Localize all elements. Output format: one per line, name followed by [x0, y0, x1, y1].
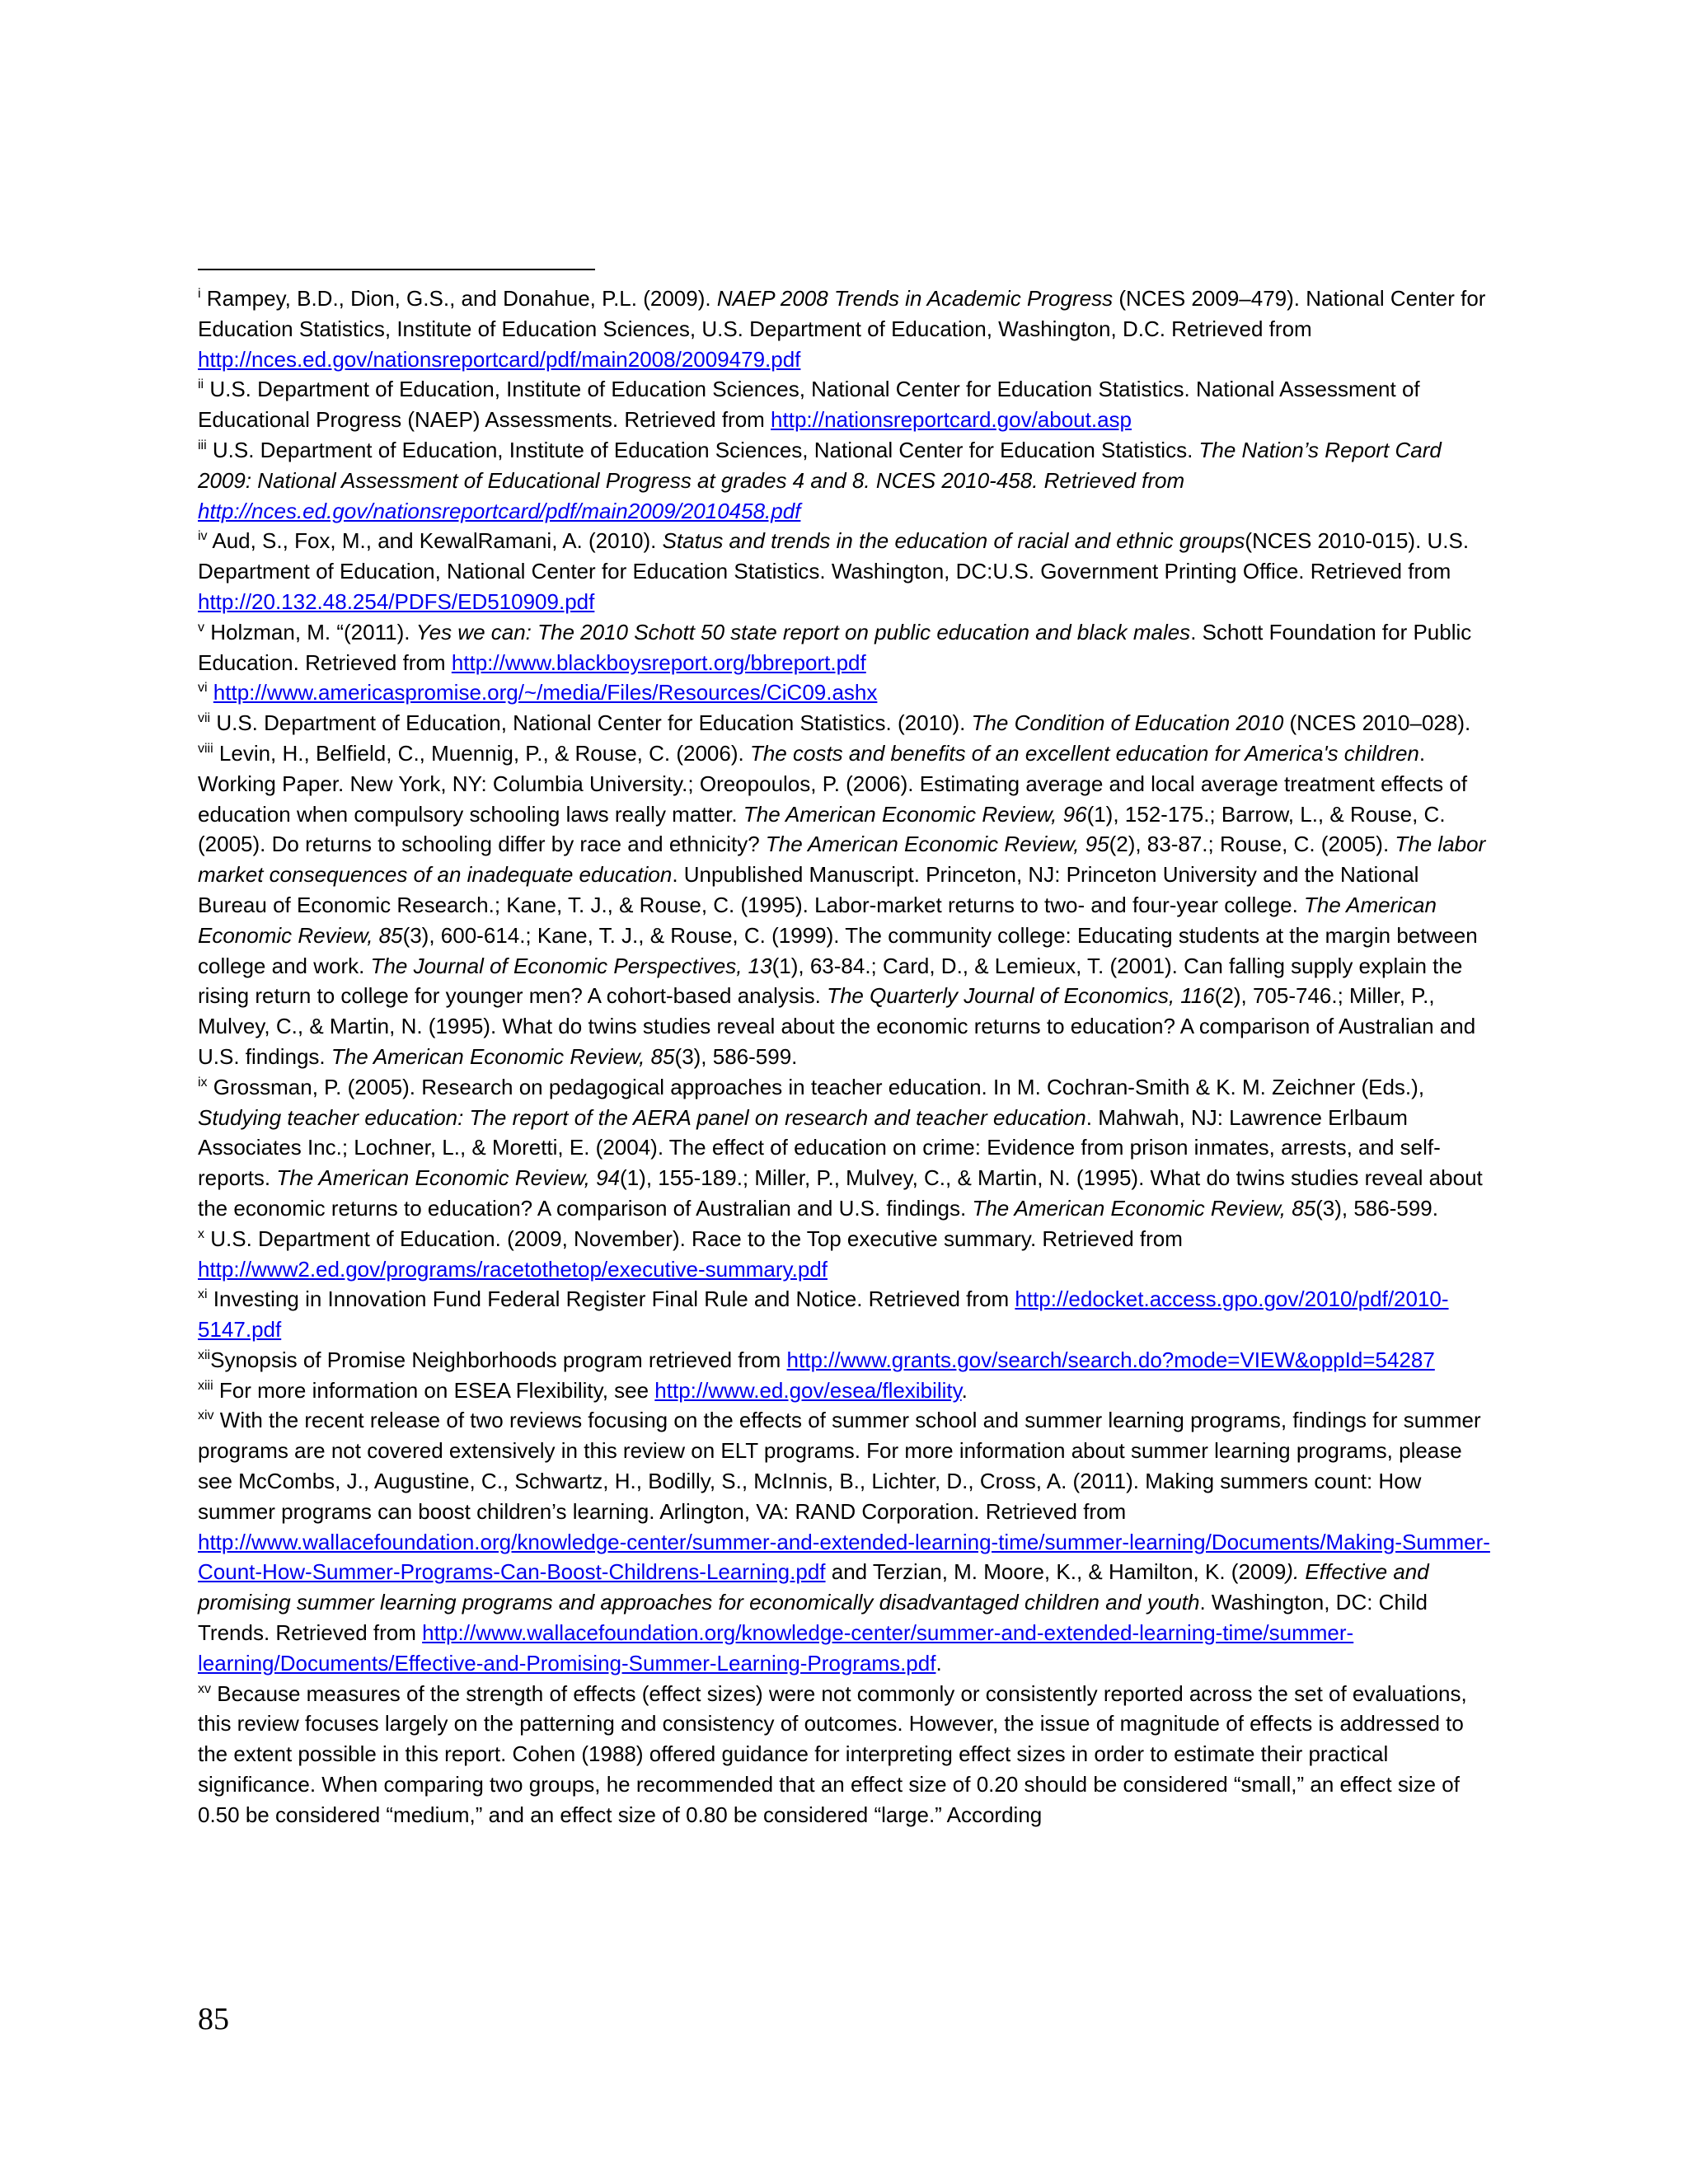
footnote	[198, 1072, 1493, 1224]
footnote-marker: xiv	[198, 1408, 214, 1423]
footnote	[198, 1345, 1493, 1376]
reference-link[interactable]: http://www.ed.gov/esea/flexibility	[654, 1377, 962, 1403]
footnote-text: Because measures of the strength of effects (effect sizes) were not commonly or consistently reported across the set of evaluations, this review focuses largely on the patterning and consistency of outcomes. However, the issue of magnitude of effects is addressed to the extent possible in this report. Cohen (1988) offered guidance for interpreting effect sizes in order to estimate their practical significance. When comparing two groups, he recommended that an effect size of 0.20 should be considered “small,” an effect size of 0.50 be considered “medium,” and an effect size of 0.80 be considered “large.” According	[198, 1680, 1467, 1827]
footnote-marker: xi	[198, 1287, 208, 1302]
footnote	[198, 617, 1493, 678]
footnote-marker: v	[198, 620, 204, 635]
footnote-text: .	[935, 1650, 942, 1675]
footnote-marker: x	[198, 1226, 204, 1241]
footnote-text: U.S. Department of Education, Institute of Education Sciences, National Center for Education Statistics. National Assessment of Educational Progress (NAEP) Assessments. Retrieved from	[198, 377, 1420, 433]
footnote-text: Investing in Innovation Fund Federal Register Final Rule and Notice. Retrieved from	[207, 1286, 1015, 1312]
italic-title: The Journal of Economic Perspectives, 13	[370, 953, 772, 978]
italic-title: The American Economic Review, 85	[331, 1043, 675, 1069]
footnote-text: U.S. Department of Education. (2009, November). Race to the Top executive summary. Retrieved from	[204, 1226, 1183, 1251]
reference-link[interactable]: http://edocket.access.gpo.gov/2010/pdf/2010-5147.pdf	[198, 1286, 1449, 1343]
italic-title: The American Economic Review, 95	[765, 832, 1109, 857]
footnote	[198, 435, 1493, 526]
footnote	[198, 1405, 1493, 1678]
footnote-text: (NCES 2009–479). National Center for Education Statistics, Institute of Education Sciences, U.S. Department of Education, Washington, D.C. Retrieved from	[198, 286, 1486, 341]
italic-title: The Nation’s Report Card 2009: National Assessment of Educational Progress at grades 4 and 8. NCES 2010-458. Retrieved from	[198, 437, 1442, 493]
footnote-text: and Terzian, M. Moore, K., & Hamilton, K. (2009	[825, 1559, 1287, 1585]
footnote	[198, 708, 1493, 738]
footnote	[198, 1679, 1493, 1830]
footnote-text: (NCES 2010–028).	[1283, 710, 1471, 736]
italic-title: The American Economic Review, 96	[743, 801, 1087, 827]
footnote-text: Levin, H., Belfield, C., Muennig, P., & Rouse, C. (2006).	[213, 740, 750, 766]
footnote-text: With the recent release of two reviews focusing on the effects of summer school and summer learning programs, findings for summer programs are not covered extensively in this review on ELT programs. For more information about summer learning programs, please see McCombs, J., Augustine, C., Schwartz, H., Bodilly, S., McInnis, B., Lichter, D., Cross, A. (2011). Making summers count: How summer programs can boost children’s learning. Arlington, VA: RAND Corporation. Retrieved from	[198, 1408, 1481, 1524]
footnote-text: (3), 600-614.; Kane, T. J., & Rouse, C. (1999). The community college: Educating students at the margin between college and work.	[198, 922, 1478, 978]
footnote-marker: xii	[198, 1347, 211, 1362]
italic-title: The labor market consequences of an inadequate education	[198, 832, 1486, 888]
reference-link[interactable]: http://www.wallacefoundation.org/knowledge-center/summer-and-extended-learning-time/summer-learning/Documents/Making-Summer-Count-How-Summer-Programs-Can-Boost-Childrens-Learning.pdf	[198, 1529, 1490, 1585]
reference-link[interactable]: http://20.132.48.254/PDFS/ED510909.pdf	[198, 588, 595, 614]
italic-title: The American Economic Review, 85	[198, 892, 1437, 948]
footnote-text: For more information on ESEA Flexibility, see	[213, 1377, 655, 1403]
reference-link[interactable]: http://nationsreportcard.gov/about.asp	[771, 407, 1132, 433]
italic-title: Status and trends in the education of racial and ethnic groups	[662, 528, 1245, 554]
footnote-text: (1), 152-175.; Barrow, L., & Rouse, C. (2005). Do returns to schooling differ by race and ethnicity?	[198, 801, 1446, 857]
footnote-text: Rampey, B.D., Dion, G.S., and Donahue, P.L. (2009).	[200, 286, 717, 311]
footnote-marker: viii	[198, 741, 213, 756]
footnote	[198, 1284, 1493, 1345]
footnote	[198, 738, 1493, 1072]
footnote-text: (2), 83-87.; Rouse, C. (2005).	[1109, 832, 1395, 857]
footnote-text: (1), 63-84.; Card, D., & Lemieux, T. (2001). Can falling supply explain the rising return to college for younger men? A cohort-based analysis.	[198, 953, 1463, 1009]
footnote-marker: ii	[198, 377, 204, 392]
footnote-marker: xiii	[198, 1378, 213, 1393]
reference-link[interactable]: http://nces.ed.gov/nationsreportcard/pdf/main2009/2010458.pdf	[198, 498, 801, 523]
footnote-text: . Schott Foundation for Public Education. Retrieved from	[198, 619, 1472, 675]
footnote-marker: i	[198, 287, 201, 301]
page-number: 85	[198, 2002, 229, 2036]
footnotes-list	[198, 284, 1493, 1830]
reference-link[interactable]: http://www.wallacefoundation.org/knowledge-center/summer-and-extended-learning-time/summer-learning/Documents/Effective-and-Promising-Summer-Learning-Programs.pdf	[198, 1620, 1354, 1675]
footnote-marker: ix	[198, 1075, 208, 1090]
italic-title: The costs and benefits of an excellent education for America's children	[749, 740, 1419, 766]
footnote	[198, 1376, 1493, 1406]
footnote-text: Aud, S., Fox, M., and KewalRamani, A. (2010).	[207, 528, 663, 554]
footnote-text: (1), 155-189.; Miller, P., Mulvey, C., & Martin, N. (1995). What do twins studies reveal about the economic returns to education? A comparison of Australian and U.S. findings.	[198, 1165, 1483, 1221]
footnote-text: (3), 586-599.	[1315, 1195, 1438, 1221]
footnote-marker: iii	[198, 438, 207, 452]
footnote-text: Synopsis of Promise Neighborhoods program retrieved from	[210, 1347, 787, 1372]
footnote-text: (2), 705-746.; Miller, P., Mulvey, C., & Martin, N. (1995). What do twins studies reveal about the economic returns to education? A comparison of Australian and U.S. findings.	[198, 983, 1476, 1069]
footnote-marker: xv	[198, 1681, 211, 1696]
italic-title: The Condition of Education 2010	[971, 710, 1284, 736]
reference-link[interactable]: http://www.americaspromise.org/~/media/Files/Resources/CiC09.ashx	[213, 680, 878, 705]
footnote-text	[208, 680, 213, 705]
footnote	[198, 1224, 1493, 1285]
footnote-text: Holzman, M. “(2011).	[204, 619, 416, 644]
italic-title: Studying teacher education: The report of the AERA panel on research and teacher education	[198, 1104, 1086, 1130]
footnote-text: U.S. Department of Education, National Center for Education Statistics. (2010).	[210, 710, 972, 736]
reference-link[interactable]: http://www.blackboysreport.org/bbreport.pdf	[451, 649, 866, 675]
italic-title: Yes we can: The 2010 Schott 50 state report on public education and black males	[415, 619, 1191, 644]
footnote-text: . Working Paper. New York, NY: Columbia University.; Oreopoulos, P. (2006). Estimating average and local average treatment effects of education when compulsory schooling laws really matter.	[198, 740, 1468, 827]
footnote	[198, 526, 1493, 616]
italic-title: The American Economic Review, 85	[972, 1195, 1316, 1221]
footnote-text: U.S. Department of Education, Institute of Education Sciences, National Center for Education Statistics.	[206, 437, 1199, 462]
footnote-marker: vi	[198, 681, 208, 696]
footnote-text: (3), 586-599.	[674, 1043, 798, 1069]
reference-link[interactable]: http://www.grants.gov/search/search.do?mode=VIEW&oppId=54287	[786, 1347, 1435, 1372]
footnote-text: . Mahwah, NJ: Lawrence Erlbaum Associates Inc.; Lochner, L., & Moretti, E. (2004). The effect of education on crime: Evidence from prison inmates, arrests, and self-reports.	[198, 1104, 1441, 1191]
reference-link[interactable]: http://nces.ed.gov/nationsreportcard/pdf/main2008/2009479.pdf	[198, 346, 801, 372]
footnote-separator	[198, 269, 595, 270]
footnote-text: (NCES 2010-015). U.S. Department of Education, National Center for Education Statistics. Washington, DC:U.S. Government Printing Office. Retrieved from	[198, 528, 1470, 584]
reference-link[interactable]: http://www2.ed.gov/programs/racetothetop/executive-summary.pdf	[198, 1256, 828, 1282]
italic-title: ). Effective and promising summer learning programs and approaches for economically disadvantaged children and youth	[198, 1559, 1429, 1615]
footnote-text: . Unpublished Manuscript. Princeton, NJ: Princeton University and the National Bureau of Economic Research.; Kane, T. J., & Rouse, C. (1995). Labor-market returns to two- and four-year college.	[198, 862, 1419, 917]
footnote	[198, 374, 1493, 435]
italic-title: The Quarterly Journal of Economics, 116	[827, 983, 1215, 1009]
italic-title: NAEP 2008 Trends in Academic Progress	[716, 286, 1114, 311]
footnote-marker: iv	[198, 529, 208, 544]
footnote	[198, 677, 1493, 708]
italic-title: The American Economic Review, 94	[276, 1165, 621, 1191]
footnote-marker: vii	[198, 711, 211, 726]
footnote-text: . Washington, DC: Child Trends. Retrieved from	[198, 1590, 1428, 1646]
footnote-text: Grossman, P. (2005). Research on pedagogical approaches in teacher education. In M. Cochran-Smith & K. M. Zeichner (Eds.),	[207, 1074, 1425, 1099]
footnote	[198, 284, 1493, 374]
footnote-text: .	[961, 1377, 968, 1403]
